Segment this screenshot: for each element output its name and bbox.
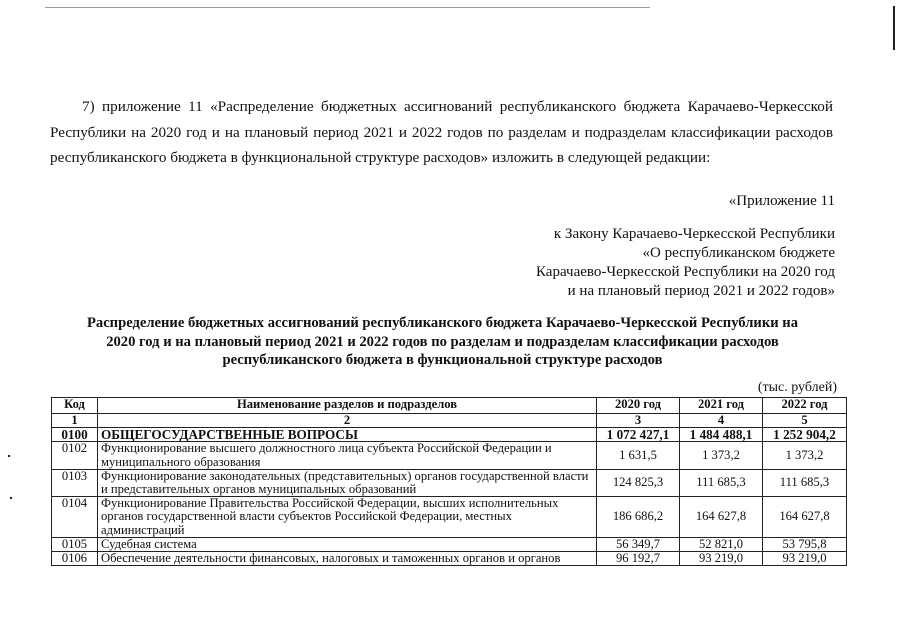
colnum-1: 1 (52, 414, 98, 428)
table-row (52, 442, 847, 469)
row-name: Функционирование Правительства Российской Федерации, высших исполнительных органов государственной власти субъектов Российской Федерации, местных администраций (98, 497, 597, 538)
row-code: 0104 (52, 497, 98, 538)
row-2021: 164 627,8 (680, 497, 763, 538)
header-2020: 2020 год (597, 398, 680, 414)
row-2020: 124 825,3 (597, 469, 680, 496)
scan-mark-dot (8, 455, 10, 457)
colnum-5: 5 (763, 414, 847, 428)
appendix-ref-line-1: к Закону Карачаево-Черкесской Республики (553, 226, 835, 242)
row-2022: 1 252 904,2 (763, 428, 847, 442)
colnum-3: 3 (597, 414, 680, 428)
appendix-ref-line-2: «О республиканском бюджете (642, 245, 835, 261)
row-2022: 164 627,8 (763, 497, 847, 538)
row-2021: 1 484 488,1 (680, 428, 763, 442)
budget-table (51, 397, 847, 566)
intro-line-3: республиканского бюджета в функциональной структуре расходов» изложить в следующей редакции: (50, 149, 711, 166)
intro-line-2: Республики на 2020 год и на плановый период 2021 и 2022 годов по разделам и подразделам классификации расходов (50, 123, 833, 141)
row-code: 0102 (52, 442, 98, 469)
top-rule (45, 7, 650, 8)
table-row (52, 469, 847, 496)
table-row (52, 552, 847, 566)
scan-mark-dot-2 (10, 497, 12, 499)
row-2022: 111 685,3 (763, 469, 847, 496)
row-name: Функционирование законодательных (представительных) органов государственной власти и представительных органов муниципальных образований (98, 469, 597, 496)
colnum-4: 4 (680, 414, 763, 428)
row-2021: 52 821,0 (680, 537, 763, 551)
row-code: 0105 (52, 537, 98, 551)
row-2022: 53 795,8 (763, 537, 847, 551)
table-row (52, 537, 847, 551)
row-2022: 93 219,0 (763, 552, 847, 566)
row-name: ОБЩЕГОСУДАРСТВЕННЫЕ ВОПРОСЫ (98, 428, 597, 442)
table-title (55, 314, 830, 370)
row-code: 0103 (52, 469, 98, 496)
row-name: Функционирование высшего должностного лица субъекта Российской Федерации и муниципального образования (98, 442, 597, 469)
header-name: Наименование разделов и подразделов (98, 398, 597, 414)
row-name: Обеспечение деятельности финансовых, налоговых и таможенных органов и органов (98, 552, 597, 566)
row-code: 0106 (52, 552, 98, 566)
header-code: Код (52, 398, 98, 414)
row-2020: 56 349,7 (597, 537, 680, 551)
appendix-ref-line-3: Карачаево-Черкесской Республики на 2020 год (536, 264, 835, 280)
title-line-3: республиканского бюджета в функциональной структуре расходов (222, 352, 663, 368)
header-2022: 2022 год (763, 398, 847, 414)
row-name: Судебная система (98, 537, 597, 551)
header-2021: 2021 год (680, 398, 763, 414)
appendix-ref-line-4: и на плановый период 2021 и 2022 годов» (567, 283, 835, 299)
column-number-row (52, 414, 847, 428)
title-line-1: Распределение бюджетных ассигнований республиканского бюджета Карачаево-Черкесской Республики на (86, 315, 799, 331)
row-2020: 186 686,2 (597, 497, 680, 538)
intro-paragraph (50, 94, 833, 171)
units-label: (тыс. рублей) (757, 380, 837, 395)
table-header-row (52, 398, 847, 414)
row-code: 0100 (52, 428, 98, 442)
row-2020: 96 192,7 (597, 552, 680, 566)
colnum-2: 2 (98, 414, 597, 428)
table-row (52, 497, 847, 538)
row-2020: 1 072 427,1 (597, 428, 680, 442)
row-2021: 1 373,2 (680, 442, 763, 469)
appendix-label: «Приложение 11 (728, 193, 835, 209)
title-line-2: 2020 год и на плановый период 2021 и 2022 годов по разделам и подразделам классификации расходов (106, 333, 779, 350)
table-row (52, 428, 847, 442)
row-2021: 93 219,0 (680, 552, 763, 566)
intro-line-1: 7) приложение 11 «Распределение бюджетных ассигнований республиканского бюджета Карачаево-Черкесской (82, 98, 833, 115)
row-2021: 111 685,3 (680, 469, 763, 496)
scan-mark-right (893, 6, 895, 50)
row-2020: 1 631,5 (597, 442, 680, 469)
row-2022: 1 373,2 (763, 442, 847, 469)
